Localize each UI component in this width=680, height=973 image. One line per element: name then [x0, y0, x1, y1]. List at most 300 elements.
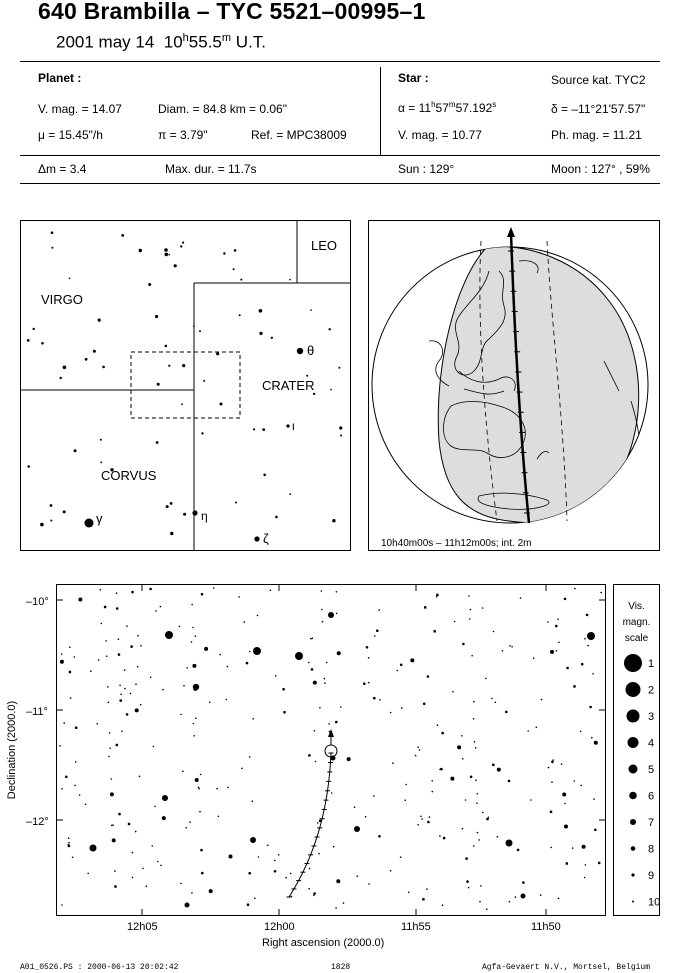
star-dot	[332, 519, 335, 522]
star-dot	[51, 247, 53, 249]
star-dot	[465, 799, 467, 801]
star-dot	[153, 746, 155, 748]
star-dot	[564, 825, 568, 829]
star-dot	[65, 776, 68, 779]
star-dot	[132, 877, 134, 879]
star-dot	[313, 681, 317, 685]
label-leo: LEO	[311, 238, 338, 253]
star-dot	[61, 904, 63, 906]
star-heading: Star :	[398, 71, 429, 85]
star-dot	[119, 699, 122, 702]
star-dot	[27, 465, 30, 468]
bright-star	[521, 894, 526, 899]
star-dot	[283, 711, 286, 714]
star-dot	[566, 667, 569, 670]
star-dot	[443, 837, 446, 840]
star-dot	[566, 862, 568, 864]
star-dot	[450, 777, 454, 781]
star-dot	[60, 660, 64, 664]
star-dot	[96, 723, 98, 725]
star-dot	[527, 730, 529, 732]
star-dot	[229, 855, 233, 859]
star-vmag: V. mag. = 10.77	[398, 128, 482, 142]
star-dot	[581, 663, 584, 666]
star-dot	[417, 824, 419, 826]
star-dot	[313, 892, 316, 895]
star-dot	[50, 520, 52, 522]
star-dot	[63, 722, 65, 724]
star-dot	[363, 682, 366, 685]
star-dot	[509, 901, 511, 903]
info-middle-rule	[20, 155, 660, 156]
star-dot	[118, 638, 120, 640]
star-dot	[191, 892, 193, 894]
star-dot	[271, 337, 273, 339]
bright-star	[354, 826, 360, 832]
star-dot	[263, 474, 266, 477]
star-dot	[562, 793, 566, 797]
star-dot	[233, 268, 235, 270]
star-dot	[594, 741, 598, 745]
star-dot	[368, 682, 370, 684]
star-dot	[540, 894, 542, 896]
star-dot	[326, 662, 328, 664]
star-dot	[397, 670, 399, 672]
star-dot	[114, 885, 116, 887]
info-bottom-rule	[20, 183, 660, 184]
magnitude-dot	[628, 737, 639, 748]
star-dot	[116, 607, 119, 610]
magnitude-dot	[626, 682, 641, 697]
star-dot	[336, 613, 338, 615]
star-dot	[497, 768, 501, 772]
star-dot	[108, 756, 110, 758]
star-dot	[170, 502, 173, 505]
star-dot	[511, 646, 513, 648]
star-dot	[275, 675, 277, 677]
star-dot	[164, 248, 168, 252]
star-dot	[174, 264, 177, 267]
magnitude-label: 8	[648, 843, 655, 856]
bright-star	[297, 348, 303, 354]
star-dot	[330, 389, 332, 391]
star-dot	[592, 673, 594, 675]
star-dot	[366, 646, 369, 649]
star-dot	[75, 761, 77, 763]
star-dot	[555, 625, 558, 628]
star-dot	[213, 587, 215, 589]
star-dot	[502, 650, 504, 652]
star-dot	[223, 252, 225, 254]
star-dot	[193, 325, 195, 327]
star-dot	[75, 726, 78, 729]
star-dot	[160, 865, 162, 867]
star-dot	[109, 748, 111, 750]
star-dot	[166, 505, 169, 508]
star-dot	[63, 510, 66, 513]
star-dot	[285, 877, 287, 879]
star-dot	[331, 792, 333, 794]
star-dot	[162, 689, 164, 691]
star-dot	[404, 799, 406, 801]
magnitude-dot	[627, 710, 640, 723]
star-dot	[324, 682, 326, 684]
star-dot	[462, 758, 464, 760]
star-dot	[157, 861, 159, 863]
star-dot	[437, 724, 439, 726]
star-dot	[118, 653, 121, 656]
star-dot	[183, 685, 185, 687]
star-dot	[100, 439, 102, 441]
star-dot	[201, 432, 203, 434]
star-dot	[574, 588, 576, 590]
star-dot	[434, 630, 436, 632]
star-dot	[200, 849, 203, 852]
star-dot	[491, 698, 493, 700]
star-dot	[517, 849, 520, 852]
star-dot	[131, 591, 134, 594]
star-dot	[400, 856, 402, 858]
star-dot	[477, 793, 479, 795]
star-dot	[457, 745, 461, 749]
star-dot	[185, 827, 187, 829]
star-dot	[150, 677, 152, 679]
star-dot	[182, 770, 184, 772]
star-dot	[259, 309, 263, 313]
star-dot	[589, 706, 592, 709]
star-dot	[275, 516, 278, 519]
star-dot	[493, 631, 495, 633]
star-dot	[310, 638, 312, 640]
star-dot	[310, 309, 312, 311]
star-phmag: Ph. mag. = 11.21	[551, 128, 642, 142]
star-dot	[109, 732, 111, 734]
star-chart-svg	[57, 585, 605, 915]
star-dot	[135, 708, 139, 712]
star-dot	[508, 780, 511, 783]
bright-star	[250, 837, 256, 843]
ra-tick-11h50: 11h50	[531, 921, 561, 933]
bright-star	[90, 845, 97, 852]
page-title: 640 Brambilla – TYC 5521–00995–1	[38, 0, 426, 24]
star-dot	[290, 873, 292, 875]
bright-star	[328, 612, 334, 618]
star-dot	[140, 645, 142, 647]
star-dot	[186, 667, 188, 669]
star-dot	[235, 502, 237, 504]
event-datetime	[56, 32, 266, 53]
star-dot	[306, 375, 308, 377]
star-dot	[509, 645, 511, 647]
ra-h-unit: h	[431, 100, 436, 109]
star-dot	[240, 279, 242, 281]
star-dot	[219, 654, 221, 656]
star-dot	[180, 883, 182, 885]
y-axis-label: Declination (2000.0)	[6, 700, 18, 800]
ra-tick-12h00: 12h00	[264, 921, 295, 933]
star-dot	[201, 872, 204, 875]
magnitude-label: 6	[648, 790, 655, 803]
star-dot	[478, 839, 480, 841]
star-dot	[390, 712, 392, 714]
star-dot	[482, 812, 484, 814]
globe-panel	[368, 220, 660, 551]
star-dot	[548, 767, 550, 769]
star-dot	[336, 591, 338, 593]
star-dot	[321, 609, 323, 611]
star-dot	[59, 745, 61, 747]
star-dot	[130, 693, 132, 695]
ra-tick-11h55: 11h55	[401, 921, 431, 933]
ra-tick-12h05: 12h05	[127, 921, 158, 933]
star-dot	[110, 792, 114, 796]
star-dot	[584, 877, 586, 879]
globe-caption: 10h40m00s – 11h12m00s; int. 2m	[381, 538, 532, 549]
star-dot	[441, 732, 444, 735]
star-dot	[192, 664, 196, 668]
star-dot	[40, 523, 44, 527]
event-date: 2001 may 14	[56, 32, 155, 52]
star-dot	[313, 393, 315, 395]
star-dot	[336, 879, 340, 883]
star-dot	[593, 798, 595, 800]
star-dot	[462, 643, 465, 646]
star-dot	[139, 249, 142, 252]
star-dot	[556, 650, 558, 652]
star-dot	[492, 764, 494, 766]
star-dot	[195, 778, 199, 782]
star-dot	[598, 862, 601, 865]
star-dot	[536, 727, 538, 729]
star-dot	[436, 594, 438, 596]
star-dot	[465, 857, 468, 860]
star-dot	[368, 657, 370, 659]
star-dot	[564, 598, 567, 601]
star-dot	[479, 901, 481, 903]
star-dot	[392, 762, 394, 764]
star-dot	[262, 428, 265, 431]
event-time-hours: 10	[163, 32, 183, 52]
star-dot	[436, 596, 438, 598]
star-dot	[249, 756, 251, 758]
star-dot	[259, 332, 262, 335]
ra-seconds: 57.192	[455, 101, 493, 115]
star-dot	[471, 655, 473, 657]
star-dot	[119, 685, 121, 687]
star-dot	[426, 888, 428, 890]
scale-title-line-3: scale	[624, 633, 649, 644]
star-dot	[321, 590, 323, 592]
star-dot	[216, 788, 218, 790]
star-dot	[477, 832, 479, 834]
star-dot	[335, 907, 337, 909]
star-dot	[68, 845, 71, 848]
magnitude-label: 10	[648, 896, 661, 909]
event-time-minutes: 55.5	[188, 32, 222, 52]
star-dot	[101, 623, 103, 625]
star-dot	[135, 831, 137, 833]
star-dot	[69, 646, 71, 648]
star-dot	[473, 845, 475, 847]
star-dot	[124, 669, 126, 671]
star-dot	[254, 897, 256, 899]
star-dot	[100, 589, 102, 591]
star-dot	[226, 699, 228, 701]
star-dot	[574, 780, 576, 782]
star-dot	[182, 364, 185, 367]
magnitude-label: 4	[648, 737, 655, 750]
star-dot	[126, 625, 128, 627]
star-dot	[354, 806, 356, 808]
label-iota: ι	[292, 419, 295, 433]
star-dot	[422, 898, 424, 900]
star-dot	[488, 817, 490, 819]
star-right-ascension	[398, 100, 496, 115]
star-dot	[373, 697, 375, 699]
star-dot	[181, 403, 183, 405]
star-dot	[421, 818, 423, 820]
star-dot	[142, 868, 144, 870]
star-dot	[112, 824, 114, 826]
star-dot	[61, 788, 63, 790]
star-dot	[573, 685, 575, 687]
star-dot	[454, 621, 456, 623]
star-dot	[116, 744, 118, 746]
star-dot	[68, 837, 70, 839]
star-dot	[473, 718, 475, 720]
max-duration: Max. dur. = 11.7s	[165, 162, 257, 176]
star-dot	[106, 655, 108, 657]
star-dot	[468, 887, 470, 889]
star-dot	[587, 645, 589, 647]
footer-page-number: 1828	[331, 963, 351, 972]
star-dot	[165, 345, 168, 348]
asteroid-path	[289, 753, 331, 897]
star-dot	[111, 778, 113, 780]
star-dot	[50, 504, 53, 507]
star-dot	[234, 249, 237, 252]
star-dot	[126, 713, 129, 716]
star-dot	[195, 635, 197, 637]
star-dot	[318, 853, 320, 855]
star-dot	[258, 856, 260, 858]
star-dot	[580, 731, 582, 733]
bright-star	[165, 631, 173, 639]
dec-tick-11: –11°	[26, 706, 48, 718]
star-dot	[100, 461, 102, 463]
star-dot	[486, 818, 488, 820]
star-dot	[162, 816, 166, 820]
star-dot	[227, 787, 229, 789]
star-dot	[309, 868, 311, 870]
star-dot	[274, 870, 277, 873]
star-dot	[427, 675, 430, 678]
star-dot	[461, 735, 463, 737]
star-dot	[308, 754, 310, 756]
star-dot	[308, 662, 310, 664]
star-dot	[600, 592, 602, 594]
star-dot	[151, 845, 153, 847]
star-dot	[551, 781, 553, 783]
magnitude-drop: Δm = 3.4	[38, 162, 87, 176]
bright-star	[185, 903, 190, 908]
hour-unit: h	[182, 32, 189, 44]
planet-reference: Ref. = MPC38009	[251, 128, 347, 142]
star-dot	[439, 769, 441, 771]
star-dot	[61, 653, 63, 655]
footer-organization: Agfa-Gevaert N.V., Mortsel, Belgium	[482, 963, 651, 972]
star-dot	[193, 735, 195, 737]
star-dot	[162, 797, 164, 799]
star-dot	[72, 857, 74, 859]
star-dot	[551, 761, 554, 764]
star-dot	[105, 640, 107, 642]
star-dot	[470, 776, 473, 779]
star-dot	[585, 864, 587, 866]
bright-star	[587, 632, 595, 640]
star-dot	[591, 737, 593, 739]
star-dot	[98, 659, 100, 661]
star-dot	[41, 342, 44, 345]
ra-s-unit: s	[492, 100, 497, 109]
constellation-map	[20, 220, 351, 551]
star-dot	[473, 701, 475, 703]
bright-star	[192, 510, 197, 515]
star-dot	[201, 593, 204, 596]
star-dot	[572, 847, 574, 849]
dec-tick-10: –10°	[26, 596, 49, 608]
star-dot	[424, 606, 426, 608]
star-dot	[69, 671, 71, 673]
star-dot	[111, 825, 113, 827]
star-dot	[557, 619, 559, 621]
label-corvus: CORVUS	[101, 468, 157, 483]
ra-minutes: 57	[435, 101, 449, 115]
star-dot	[199, 811, 201, 813]
star-dot	[247, 903, 250, 906]
star-dot	[319, 707, 321, 709]
star-dot	[337, 651, 341, 655]
star-dot	[192, 627, 194, 629]
star-dot	[314, 730, 316, 732]
star-dot	[68, 842, 70, 844]
bright-star	[506, 840, 513, 847]
star-dot	[78, 598, 82, 602]
path-arrow-icon	[507, 227, 515, 237]
star-dot	[209, 702, 211, 704]
minute-unit: m	[221, 32, 232, 44]
star-dot	[480, 885, 482, 887]
star-dot	[415, 755, 417, 757]
star-dot	[104, 606, 106, 608]
star-dot	[558, 642, 560, 644]
star-dot	[98, 319, 101, 322]
star-dot	[148, 283, 151, 286]
star-dot	[112, 838, 116, 842]
star-dot	[137, 635, 139, 637]
star-dot	[179, 626, 181, 628]
ra-hours: α = 11	[398, 101, 432, 115]
star-dot	[312, 638, 314, 640]
star-dot	[347, 757, 351, 761]
star-dot	[561, 763, 563, 765]
star-dot	[431, 780, 433, 782]
star-dot	[85, 804, 87, 806]
magnitude-label: 1	[648, 658, 655, 670]
star-dot	[401, 707, 403, 709]
star-dot	[338, 367, 340, 369]
star-dot	[274, 860, 276, 862]
